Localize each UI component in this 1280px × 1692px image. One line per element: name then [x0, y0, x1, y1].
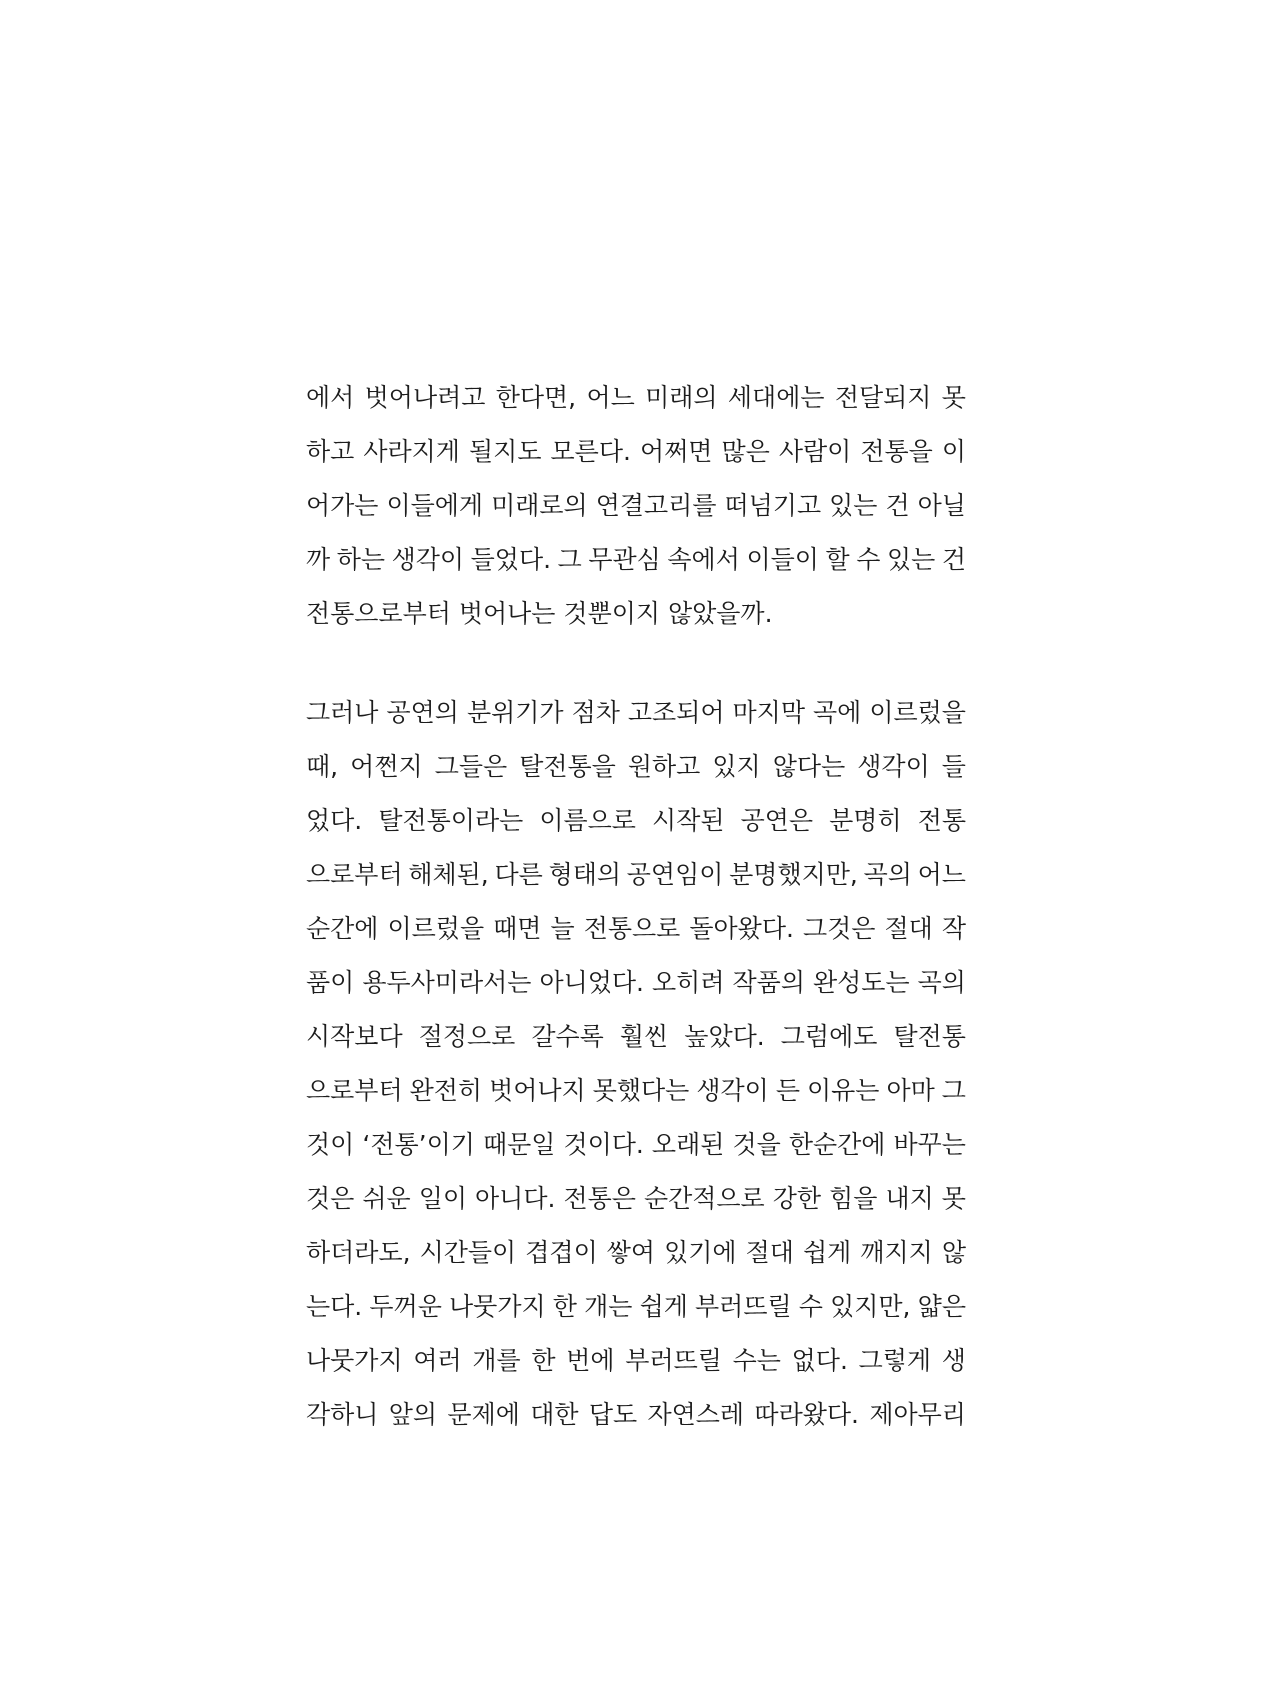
text-word: 여러: [413, 1346, 462, 1375]
text-word: 전통으로부터: [306, 599, 459, 628]
text-line: [306, 794, 966, 848]
text-word: 속에서: [667, 545, 740, 574]
text-word: 없다.: [791, 1346, 848, 1375]
text-word: 얇은: [917, 1292, 966, 1321]
text-word: 문제에: [447, 1400, 520, 1429]
text-word: 부러뜨릴: [695, 1292, 792, 1321]
text-line: [306, 686, 966, 740]
text-word: 높았다.: [684, 1022, 765, 1051]
text-word: 어쩌면: [639, 437, 713, 466]
text-word: 쌓여: [606, 1238, 656, 1267]
text-word: 마지막: [732, 698, 805, 727]
text-word: ‘전통’이기: [362, 1130, 475, 1159]
text-word: 쉽게: [639, 1292, 688, 1321]
text-word: 사람이: [778, 437, 852, 466]
text-word: 이르렀을: [869, 698, 966, 727]
text-word: 각하니: [306, 1400, 379, 1429]
text-word: 수: [798, 1292, 823, 1321]
text-line: [306, 1010, 966, 1064]
text-line: [306, 425, 966, 479]
text-word: 오래된: [651, 1130, 725, 1159]
text-word: 답도: [588, 1400, 638, 1429]
text-line: [306, 533, 966, 587]
text-word: 개를: [472, 1346, 521, 1375]
text-word: 않다는: [772, 752, 846, 781]
text-line: [306, 902, 966, 956]
text-word: 공연의: [386, 698, 459, 727]
text-word: 이들이: [746, 545, 819, 574]
text-word: 않: [941, 1238, 966, 1267]
text-word: 모른다.: [550, 437, 631, 466]
text-word: 한: [531, 1346, 556, 1375]
text-word: 힘을: [829, 1184, 878, 1213]
text-word: 나뭇가지: [306, 1346, 403, 1375]
text-word: 생각이: [696, 1076, 769, 1105]
text-word: 이들에게: [386, 491, 484, 520]
text-line: [306, 1064, 966, 1118]
text-word: 전달되지: [834, 383, 932, 412]
text-word: 것이다.: [563, 1130, 644, 1159]
text-word: 이: [941, 437, 966, 466]
text-word: 전통: [917, 806, 966, 835]
text-word: 많은: [721, 437, 770, 466]
text-word: 순간적으로: [643, 1184, 765, 1213]
text-word: 으로부터: [306, 1076, 403, 1105]
text-word: 그들은: [434, 752, 508, 781]
text-word: 건: [941, 545, 966, 574]
text-word: 절정으로: [418, 1022, 516, 1051]
text-word: 이르렀을: [387, 914, 485, 943]
text-line: [306, 1172, 966, 1226]
text-word: 작품의: [732, 968, 805, 997]
text-line: [306, 1226, 966, 1280]
text-word: 공연임이: [626, 860, 724, 889]
text-word: 때문일: [482, 1130, 556, 1159]
text-word: 갈수록: [531, 1022, 604, 1051]
text-word: 돌아왔다.: [689, 914, 794, 943]
text-word: 벗어나지: [489, 1076, 586, 1105]
text-word: 해체된,: [408, 860, 489, 889]
text-word: 곡의: [917, 968, 966, 997]
text-line: [306, 740, 966, 794]
text-line: [306, 587, 966, 641]
text-word: 아니었다.: [539, 968, 644, 997]
text-word: 바꾸는: [893, 1130, 966, 1159]
text-line: [306, 1118, 966, 1172]
text-word: 떠넘기고: [724, 491, 822, 520]
text-word: 탈전통을: [519, 752, 616, 781]
text-line: [306, 1388, 966, 1442]
text-word: 있는: [829, 491, 878, 520]
text-word: 못했다는: [592, 1076, 690, 1105]
text-word: 것뿐이지: [563, 599, 668, 628]
text-word: 제아무리: [869, 1400, 966, 1429]
text-line: [306, 1334, 966, 1388]
text-word: 사라지게: [363, 437, 460, 466]
text-word: 는다.: [306, 1292, 363, 1321]
text-word: 곡의: [863, 860, 912, 889]
text-word: 이유는: [806, 1076, 880, 1105]
paragraph-1: [306, 371, 966, 641]
text-word: 완전히: [409, 1076, 483, 1105]
text-word: 작: [941, 914, 966, 943]
text-word: 부러뜨릴: [625, 1346, 722, 1375]
text-word: 분명히: [829, 806, 902, 835]
text-word: 었다.: [306, 806, 363, 835]
text-word: 한순간에: [788, 1130, 886, 1159]
text-word: 완성도는: [813, 968, 910, 997]
text-word: 아마: [886, 1076, 935, 1105]
text-word: 그렇게: [858, 1346, 932, 1375]
text-word: 분명했지만,: [729, 860, 858, 889]
text-word: 두꺼운: [369, 1292, 442, 1321]
text-word: 무관심: [588, 545, 661, 574]
paragraph-2: [306, 686, 966, 1442]
text-word: 어느: [917, 860, 966, 889]
text-word: 늘: [550, 914, 575, 943]
text-word: 하는: [336, 545, 386, 574]
text-line: [306, 848, 966, 902]
text-word: 것이: [306, 1130, 355, 1159]
text-word: 못: [941, 1184, 966, 1213]
text-word: 아닐: [917, 491, 966, 520]
text-word: 그: [557, 545, 582, 574]
text-word: 든: [775, 1076, 800, 1105]
text-word: 벗어나려고: [364, 383, 486, 412]
text-word: 아니다.: [475, 1184, 556, 1213]
text-word: 어느: [586, 383, 635, 412]
text-word: 점차: [571, 698, 620, 727]
text-line: [306, 479, 966, 533]
text-word: 곡에: [812, 698, 862, 727]
text-word: 오히려: [652, 968, 725, 997]
text-word: 못: [941, 383, 966, 412]
text-word: 할: [825, 545, 850, 574]
text-word: 까: [306, 545, 331, 574]
text-word: 있지: [712, 752, 761, 781]
text-word: 나뭇가지: [449, 1292, 546, 1321]
text-word: 세대에는: [727, 383, 825, 412]
text-word: 때,: [306, 752, 339, 781]
text-word: 순간에: [306, 914, 379, 943]
text-word: 깨지지: [860, 1238, 933, 1267]
text-word: 번에: [566, 1346, 615, 1375]
text-word: 개는: [584, 1292, 633, 1321]
text-word: 어가는: [306, 491, 379, 520]
text-word: 하고: [306, 437, 355, 466]
text-word: 앞의: [388, 1400, 438, 1429]
text-word: 이름으로: [539, 806, 636, 835]
text-word: 생각이: [857, 752, 930, 781]
text-word: 한: [552, 1292, 577, 1321]
text-word: 때면: [493, 914, 542, 943]
text-word: 내지: [885, 1184, 934, 1213]
text-word: 수는: [732, 1346, 781, 1375]
text-word: 전통은: [563, 1184, 636, 1213]
text-word: 있는: [886, 545, 936, 574]
text-word: 그러나: [306, 698, 379, 727]
text-word: 대한: [530, 1400, 579, 1429]
text-word: 탈전통: [893, 1022, 966, 1051]
text-word: 으로부터: [306, 860, 403, 889]
text-word: 될지도: [469, 437, 542, 466]
text-word: 고조되어: [627, 698, 725, 727]
text-word: 미래의: [645, 383, 718, 412]
text-word: 절대: [884, 914, 933, 943]
text-word: 시작된: [652, 806, 725, 835]
text-word: 겹겹이: [525, 1238, 598, 1267]
text-word: 형태의: [548, 860, 622, 889]
text-word: 연결고리를: [595, 491, 717, 520]
text-word: 따라왔다.: [754, 1400, 859, 1429]
text-word: 있지만,: [830, 1292, 911, 1321]
text-word: 탈전통이라는: [378, 806, 524, 835]
text-word: 시작보다: [306, 1022, 403, 1051]
text-word: 용두사미라서는: [362, 968, 532, 997]
text-word: 벗어나는: [458, 599, 564, 628]
text-word: 생: [941, 1346, 966, 1375]
text-word: 것은: [306, 1184, 355, 1213]
text-word: 들었다.: [470, 545, 552, 574]
text-word: 어쩐지: [350, 752, 423, 781]
text-word: 강한: [772, 1184, 822, 1213]
text-word: 건: [885, 491, 910, 520]
text-word: 일이: [418, 1184, 467, 1213]
text-word: 전통을: [860, 437, 933, 466]
text-word: 원하고: [627, 752, 701, 781]
text-word: 분위기가: [466, 698, 564, 727]
text-word: 절대: [745, 1238, 794, 1267]
text-word: 다른: [494, 860, 543, 889]
text-line: [306, 956, 966, 1010]
text-word: 훨씬: [619, 1022, 669, 1051]
text-word: 에서: [306, 383, 355, 412]
text-word: 수: [856, 545, 881, 574]
text-word: 쉽게: [802, 1238, 852, 1267]
text-word: 시간들이: [419, 1238, 517, 1267]
text-word: 들: [941, 752, 966, 781]
text-word: 공연은: [740, 806, 814, 835]
text-word: 그: [941, 1076, 966, 1105]
text-word: 쉬운: [362, 1184, 411, 1213]
text-line: [306, 1280, 966, 1334]
text-word: 미래로의: [491, 491, 588, 520]
text-word: 그럼에도: [780, 1022, 878, 1051]
text-word: 한다면,: [495, 383, 577, 412]
text-word: 그것은: [802, 914, 876, 943]
text-word: 전통으로: [583, 914, 681, 943]
text-word: 않았을까.: [667, 599, 773, 628]
text-word: 자연스레: [647, 1400, 745, 1429]
text-word: 하더라도,: [306, 1238, 411, 1267]
text-word: 품이: [306, 968, 355, 997]
text-word: 것을: [732, 1130, 781, 1159]
text-word: 생각이: [391, 545, 465, 574]
text-word: 있기에: [664, 1238, 737, 1267]
text-line: [306, 371, 966, 425]
